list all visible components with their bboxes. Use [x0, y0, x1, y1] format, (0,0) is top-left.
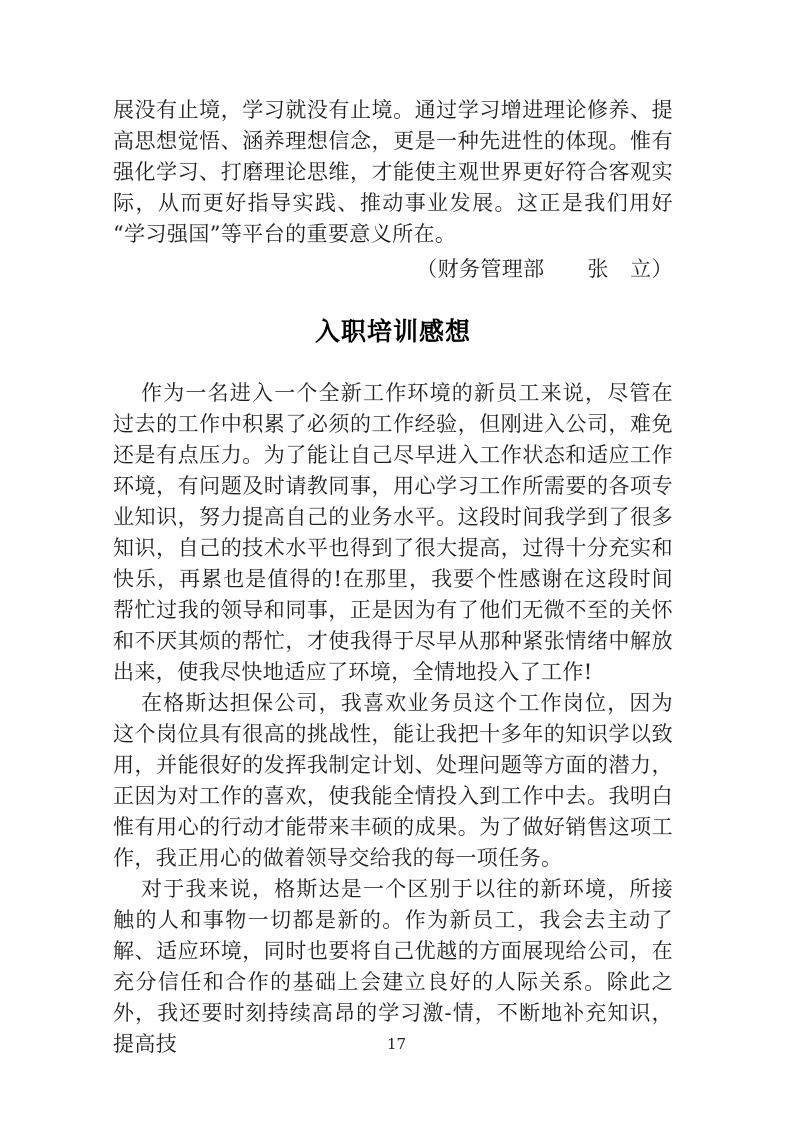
- previous-article-continuation: 展没有止境，学习就没有止境。通过学习增进理论修养、提高思想觉悟、涵养理想信念，更是一种先进性的体现。惟有强化学习、打磨理论思维，才能使主观世界更好符合客观实际，从而更好指导实践、推动事业发展。这正是我们用好“学习强国”等平台的重要意义所在。: [113, 98, 673, 246]
- article-paragraph-1: 作为一名进入一个全新工作环境的新员工来说，尽管在过去的工作中积累了必须的工作经验，但刚进入公司，难免还是有点压力。为了能让自己尽早进入工作状态和适应工作环境，有问题及时请教同事，用心学习工作所需要的各项专业知识，努力提高自己的业务水平。这段时间我学到了很多知识，自己的技术水平也得到了很大提高，过得十分充实和快乐，再累也是值得的!在那里，我要个性感谢在这段时间帮忙过我的领导和同事，正是因为有了他们无微不至的关怀和不厌其烦的帮忙，才使我得于尽早从那种紧张情绪中解放出来，使我尽快地适应了环境，全情地投入了工作!: [113, 381, 673, 684]
- previous-article-signature: （财务管理部 张 立）: [416, 257, 673, 281]
- page-number: 17: [386, 1035, 407, 1053]
- article-paragraph-2: 在格斯达担保公司，我喜欢业务员这个工作岗位，因为这个岗位具有很高的挑战性，能让我把十多年的知识学以致用，并能很好的发挥我制定计划、处理问题等方面的潜力，正因为对工作的喜欢，使我能全情投入到工作中去。我明白惟有用心的行动才能带来丰硕的成果。为了做好销售这项工作，我正用心的做着领导交给我的每一项任务。: [113, 691, 673, 870]
- article-paragraph-3: 对于我来说，格斯达是一个区别于以往的新环境，所接触的人和事物一切都是新的。作为新员工，我会去主动了解、适应环境，同时也要将自己优越的方面展现给公司，在充分信任和合作的基础上会建立良好的人际关系。除此之外，我还要时刻持续高昂的学习激-情，不断地补充知识，提高技: [113, 877, 673, 1056]
- article-title: 入职培训感想: [314, 317, 471, 346]
- text-column: [113, 95, 673, 1060]
